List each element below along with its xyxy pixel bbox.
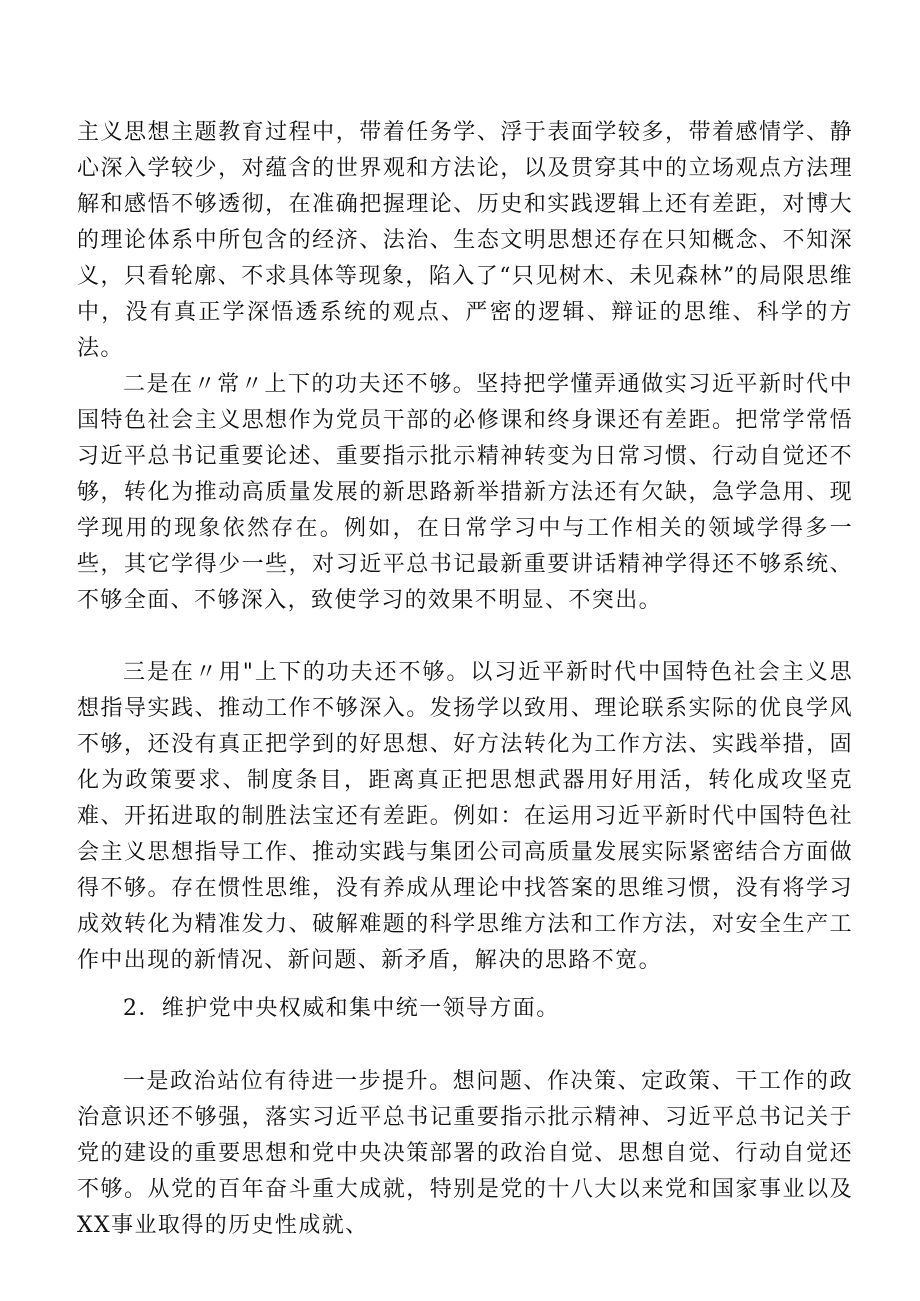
paragraph-point-two: 二是在〃常〃上下的功夫还不够。坚持把学懂弄通做实习近平新时代中国特色社会主义思想作为党员干部的必修课和终身课还有差距。把常学常悟习近平总书记重要论述、重要指示批示精神转变为日常习惯、行动自觉还不够，转化为推动高质量发展的新思路新举措新方法还有欠缺，急学急用、现学现用的现象依然存在。例如，在日常学习中与工作相关的领域学得多一些，其它学得少一些，对习近平总书记最新重要讲话精神学得还不够系统、不够全面、不够深入，致使学习的效果不明显、不突出。 <box>77 372 853 613</box>
paragraph-point-three: 三是在〃用"上下的功夫还不够。以习近平新时代中国特色社会主义思想指导实践、推动工作不够深入。发扬学以致用、理论联系实际的优良学风不够，还没有真正把学到的好思想、好方法转化为工作方法、实践举措，固化为政策要求、制度条目，距离真正把思想武器用好用活，转化成攻坚克难、开拓进取的制胜法宝还有差距。例如：在运用习近平新时代中国特色社会主义思想指导工作、推动实践与集团公司高质量发展实际紧密结合方面做得不够。存在惯性思维，没有养成从理论中找答案的思维习惯，没有将学习成效转化为精准发力、破解难题的科学思维方法和工作方法，对安全生产工作中出现的新情况、新问题、新矛盾，解决的思路不宽。 <box>77 660 853 973</box>
paragraph-continued: 主义思想主题教育过程中，带着任务学、浮于表面学较多，带着感情学、静心深入学较少，对蕴含的世界观和方法论，以及贯穿其中的立场观点方法理解和感悟不够透彻，在准确把握理论、历史和实践逻辑上还有差距，对博大的理论体系中所包含的经济、法治、生态文明思想还存在只知概念、不知深义，只看轮廓、不求具体等现象，陷入了“只见树木、未见森林”的局限思维中，没有真正学深悟透系统的观点、严密的逻辑、辩证的思维、科学的方法。 <box>77 120 853 361</box>
paragraph-point-one: 一是政治站位有待进一步提升。想问题、作决策、定政策、干工作的政治意识还不够强，落实习近平总书记重要指示批示精神、习近平总书记关于党的建设的重要思想和党中央决策部署的政治自觉、思想自觉、行动自觉还不够。从党的百年奋斗重大成就，特别是党的十八大以来党和国家事业以及XX事业取得的历史性成就、 <box>77 1069 853 1238</box>
section-heading: 2．维护党中央权威和集中统一领导方面。 <box>123 996 560 1021</box>
